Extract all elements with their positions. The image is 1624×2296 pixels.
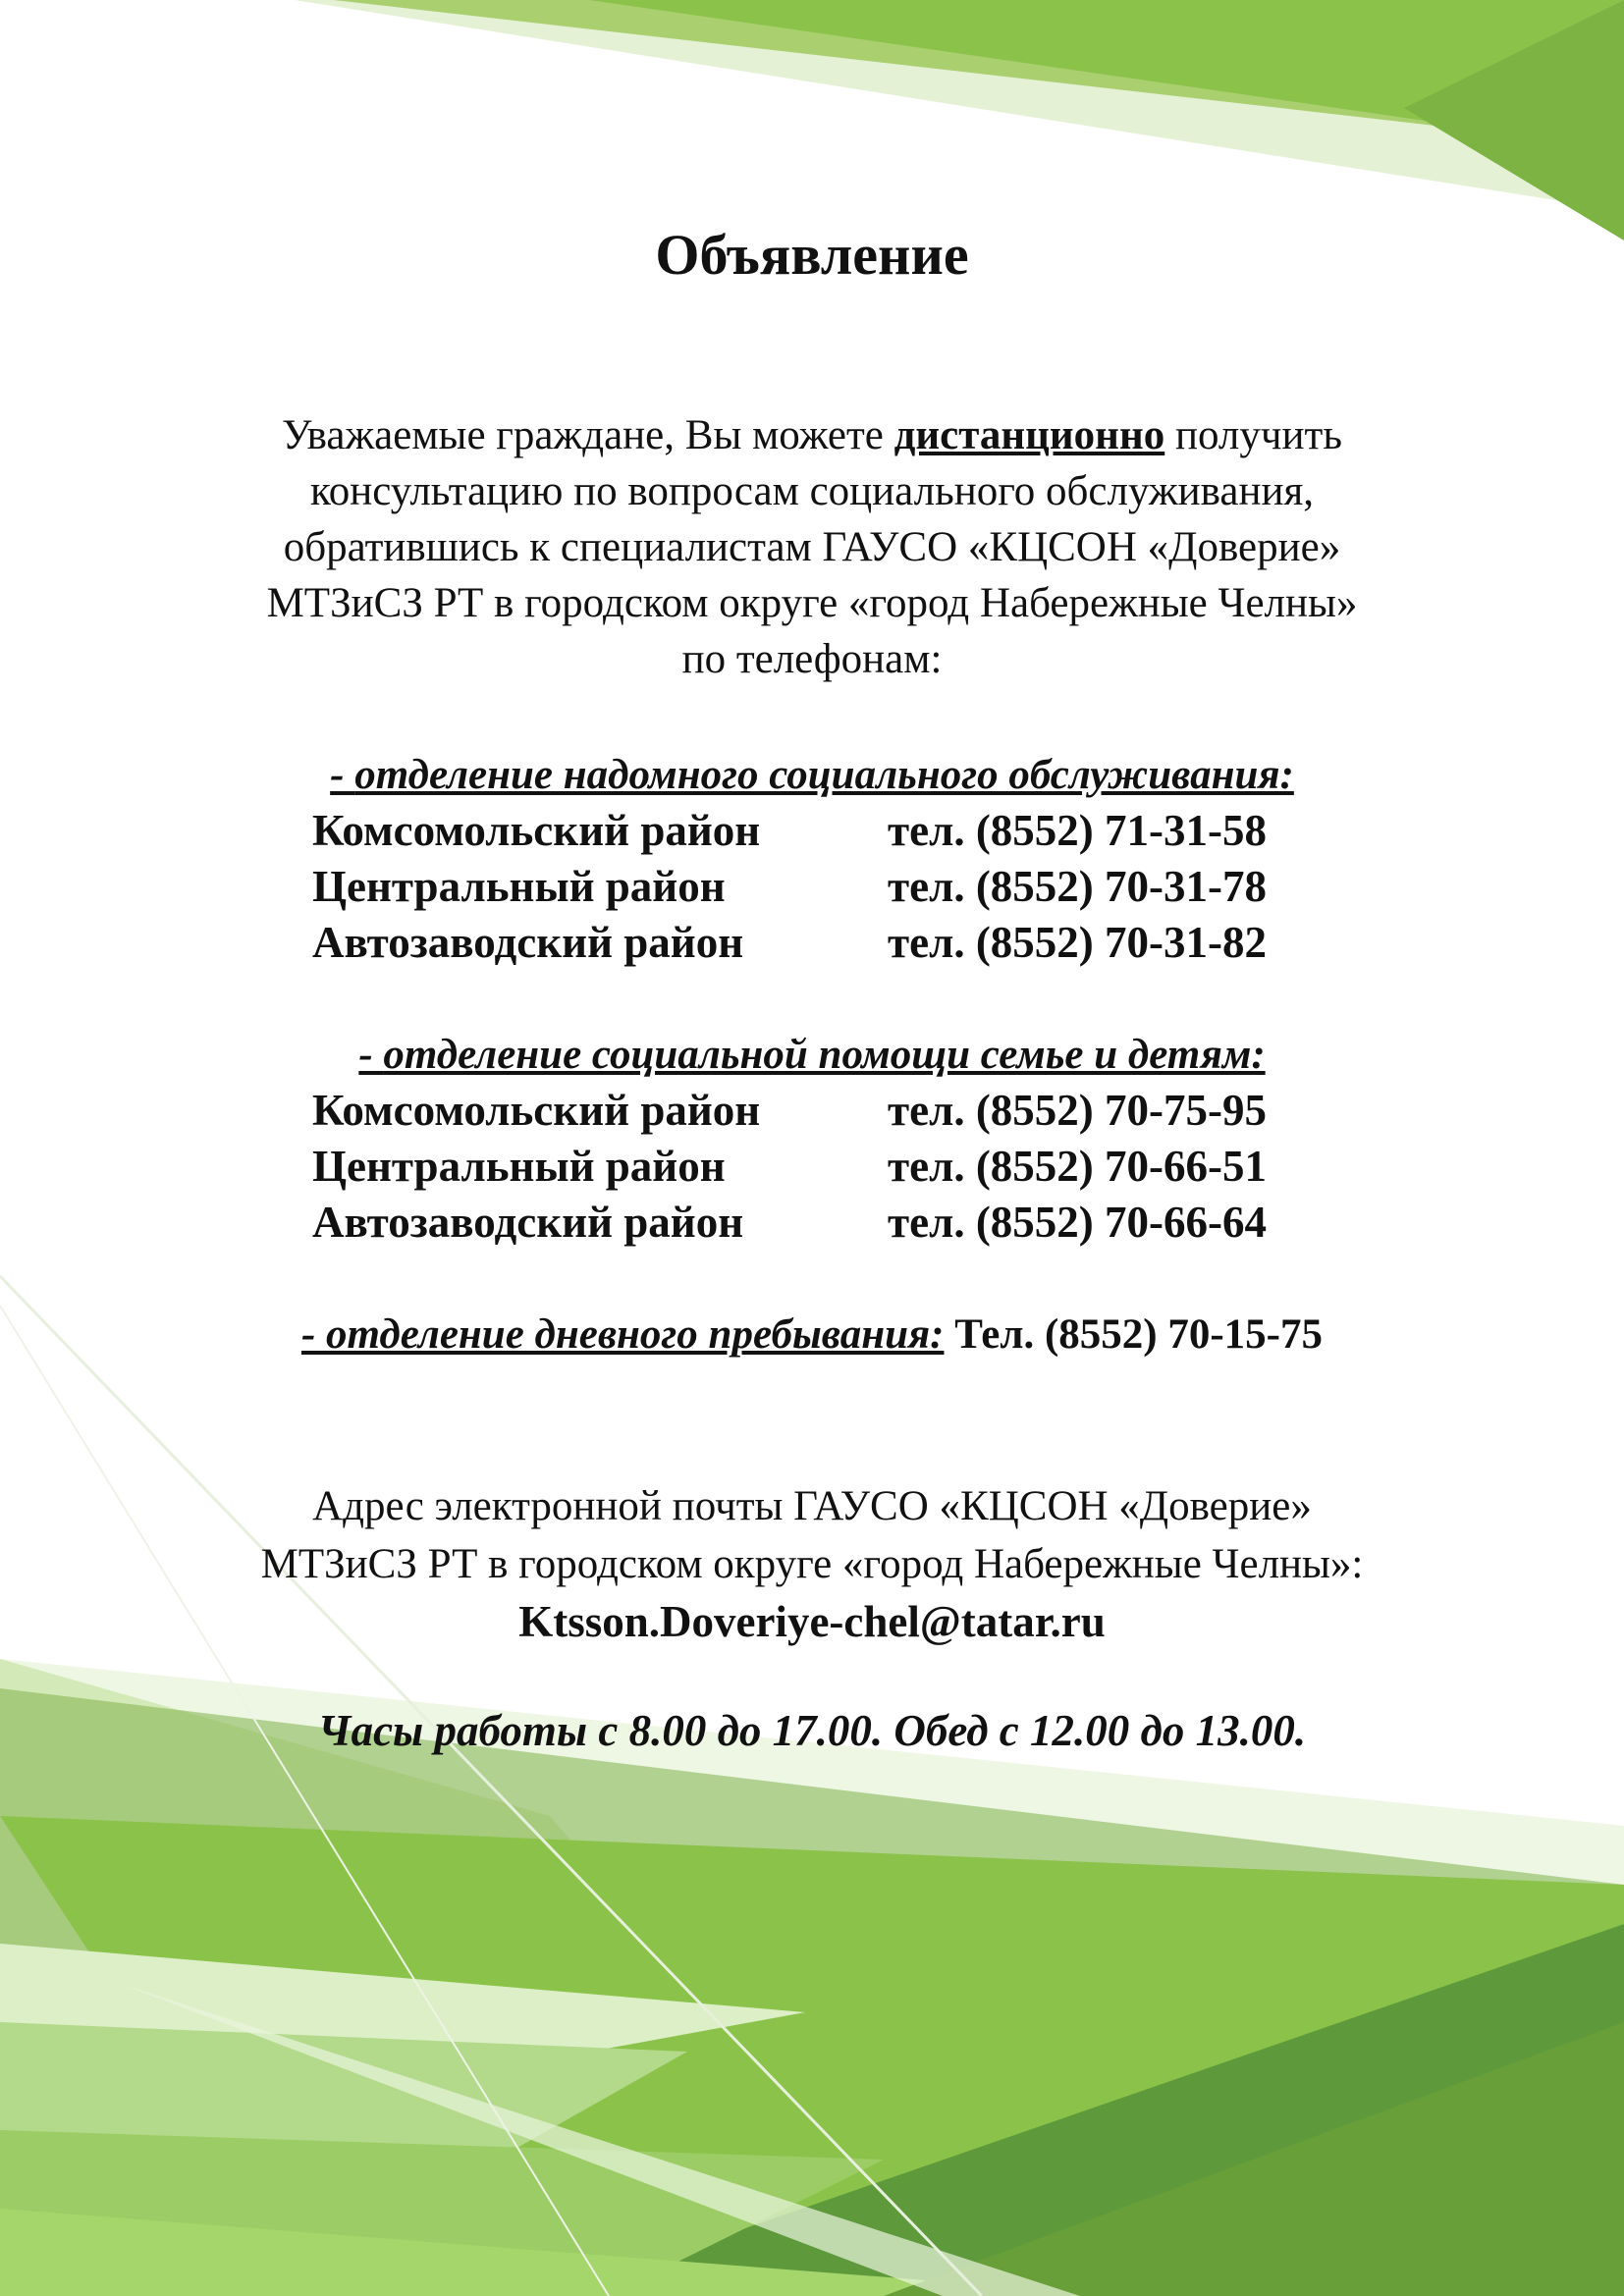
- day-department-line: [0, 1308, 1624, 1362]
- day-department-label: - отделение дневного пребывания:: [300, 1311, 945, 1358]
- working-hours: Часы работы с 8.00 до 17.00. Обед с 12.00 до 13.00.: [317, 1706, 1307, 1755]
- phone-row: [312, 1195, 1267, 1251]
- district-label: Центральный район: [312, 1142, 726, 1191]
- email-line2: МТЗиСЗ РТ в городском округе «город Набережные Челны»:: [260, 1541, 1364, 1587]
- intro-line5: по телефонам:: [681, 636, 943, 682]
- email-address: Ktsson.Doveriye-chel@tatar.ru: [518, 1597, 1106, 1646]
- district-label: Центральный район: [312, 862, 726, 911]
- phone-row: [312, 1139, 1267, 1195]
- department-name: отделение надомного социального обслуживания:: [354, 752, 1294, 798]
- intro-line4: МТЗиСЗ РТ в городском округе «город Набережные Челны»: [266, 580, 1358, 626]
- email-block: [0, 1477, 1624, 1652]
- department-prefix: -: [358, 1032, 384, 1078]
- department-heading-home-care: [0, 748, 1624, 803]
- phone-table-family-help: [312, 1083, 1267, 1251]
- intro-line3: обратившись к специалистам ГАУСО «КЦСОН «Доверие»: [283, 524, 1341, 570]
- phone-row: [312, 859, 1267, 915]
- phone-number: тел. (8552) 70-31-78: [888, 862, 1268, 911]
- district-label: Комсомольский район: [312, 1086, 761, 1135]
- department-prefix: -: [330, 752, 355, 798]
- phone-number: тел. (8552) 70-66-51: [888, 1142, 1268, 1191]
- phone-table-home-care: [312, 803, 1267, 971]
- district-label: Автозаводский район: [312, 1198, 744, 1247]
- phone-row: [312, 1083, 1267, 1139]
- phone-number: тел. (8552) 70-75-95: [888, 1086, 1268, 1135]
- intro-line1-before: Уважаемые граждане, Вы можете: [282, 412, 894, 458]
- phone-number: тел. (8552) 70-31-82: [888, 918, 1268, 967]
- phone-row: [312, 803, 1267, 859]
- intro-line2: консультацию по вопросам социального обслуживания,: [309, 468, 1314, 514]
- day-department-phone: Тел. (8552) 70-15-75: [944, 1311, 1323, 1358]
- department-heading-text: [330, 752, 1294, 798]
- phone-number: тел. (8552) 70-66-64: [888, 1198, 1268, 1247]
- district-label: Автозаводский район: [312, 918, 744, 967]
- page-title: Объявление: [655, 223, 969, 287]
- district-label: Комсомольский район: [312, 806, 761, 855]
- department-name: отделение социальной помощи семье и детям:: [383, 1032, 1266, 1078]
- department-heading-text: [358, 1032, 1265, 1078]
- phone-number: тел. (8552) 71-31-58: [888, 806, 1268, 855]
- phone-row: [312, 915, 1267, 971]
- intro-paragraph: [125, 407, 1499, 687]
- intro-line1-after: получить: [1164, 412, 1342, 458]
- email-line1: Адрес электронной почты ГАУСО «КЦСОН «Доверие»: [312, 1483, 1312, 1529]
- department-heading-family-help: [0, 1028, 1624, 1083]
- intro-emphasis-remotely: дистанционно: [893, 412, 1165, 458]
